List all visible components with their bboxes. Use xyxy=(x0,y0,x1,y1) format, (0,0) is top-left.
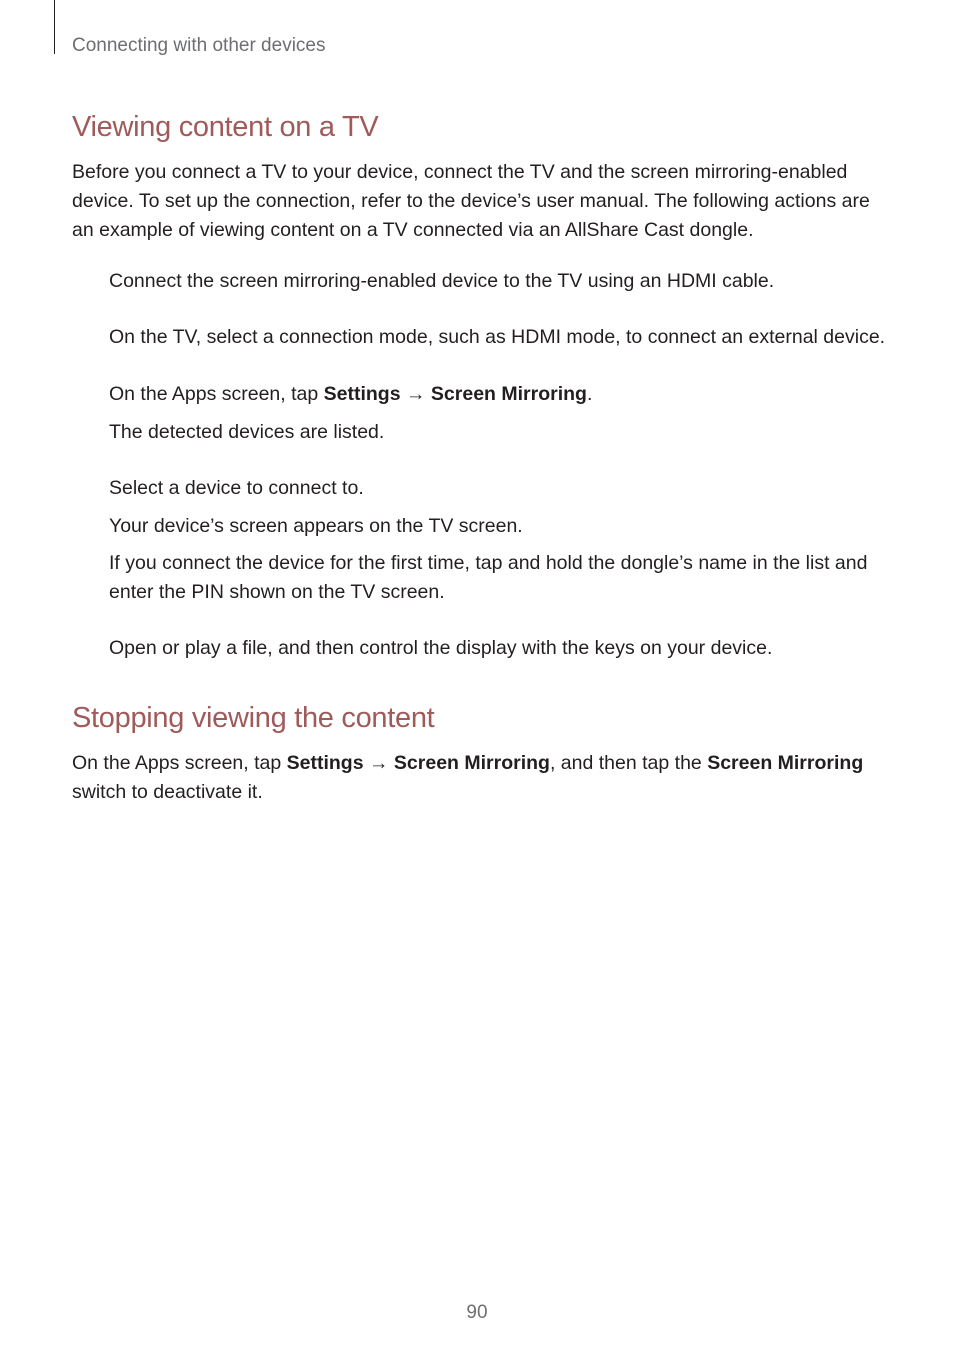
section-title-stopping: Stopping viewing the content xyxy=(72,702,435,734)
section-title-viewing-content: Viewing content on a TV xyxy=(72,111,379,143)
screen-mirroring-term: Screen Mirroring xyxy=(430,383,587,405)
screen-mirroring-term: Screen Mirroring xyxy=(393,752,550,774)
step-3: On the Apps screen, tap Settings → Screen Mirroring. xyxy=(109,383,593,405)
stopping-paragraph: On the Apps screen, tap Settings → Screen Mirroring, and then tap the Screen Mirroring switch to deactivate it. xyxy=(72,752,864,803)
page-number: 90 xyxy=(466,1302,488,1323)
screen-mirroring-switch-term: Screen Mirroring xyxy=(707,752,864,774)
step-5: Open or play a file, and then control the display with the keys on your device. xyxy=(109,637,773,659)
step-4: Select a device to connect to. xyxy=(109,477,364,499)
step-2: On the TV, select a connection mode, such as HDMI mode, to connect an external device. xyxy=(109,326,886,348)
step-4-note-2: If you connect the device for the first time, tap and hold the dongle’s name in the list and enter the PIN shown on the TV screen. xyxy=(109,552,868,603)
step-3-note: The detected devices are listed. xyxy=(109,421,385,443)
running-header: Connecting with other devices xyxy=(72,35,326,56)
settings-term: Settings xyxy=(323,383,401,405)
intro-paragraph: Before you connect a TV to your device, connect the TV and the screen mirroring-enabled device. To set up the connection, refer to the device’s user manual. The following actions are an example of viewing content on a TV connected via an AllShare Cast dongle. xyxy=(72,161,870,241)
header-rule xyxy=(54,0,55,54)
step-1: Connect the screen mirroring-enabled device to the TV using an HDMI cable. xyxy=(109,270,775,292)
settings-term: Settings xyxy=(286,752,364,774)
step-4-note-1: Your device’s screen appears on the TV screen. xyxy=(109,515,523,537)
